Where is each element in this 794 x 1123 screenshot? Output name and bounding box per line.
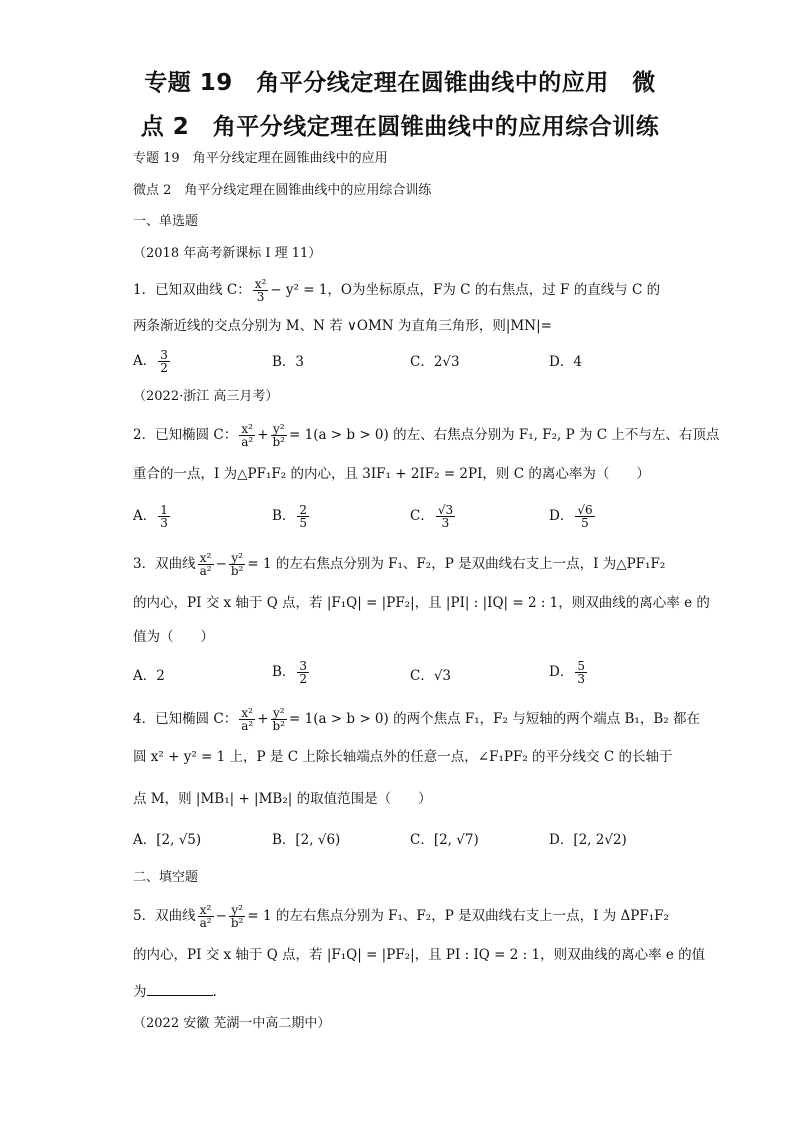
question-4-line-3: 点 M，则 |MB₁| + |MB₂| 的取值范围是（ ）	[133, 791, 432, 807]
subtitle-point: 微点 2 角平分线定理在圆锥曲线中的应用综合训练	[133, 183, 432, 198]
question-2-option-d: D． $\frac{√6}{5}$	[549, 503, 593, 530]
question-2-option-c: C． $\frac{√3}{3}$	[410, 503, 454, 530]
subtitle-topic: 专题 19 角平分线定理在圆锥曲线中的应用	[133, 151, 388, 166]
question-3-line-3: 值为（ ）	[133, 629, 214, 645]
question-3-line-2: 的内心，PI 交 x 轴于 Q 点，若 |F₁Q| = |PF₂|，且 |PI| : |IQ| = 2 : 1，则双曲线的离心率 e 的	[133, 595, 710, 611]
question-1-line-1: 1．已知双曲线 C： $\frac{\text{x²}}{3}$ − y² = 1，O为坐标原点，F为 C 的右焦点，过 F 的直线与 C 的	[133, 277, 661, 304]
question-2-option-a: A． $\frac{1}{3}$	[133, 503, 168, 530]
question-2-line-1: 2．已知椭圆 C： $\frac{\text{x²}}{\text{a²}}$ + $\frac{\text{y²}}{\text{b²}}$ = 1(a > b > 0) 的左、右焦点分别为 F₁, F₂, P 为 C 上不与左、右顶点	[133, 422, 720, 449]
question-2-option-b: B． $\frac{2}{5}$	[272, 503, 308, 530]
question-4-line-2: 圆 x² + y² = 1 上，P 是 C 上除长轴端点外的任意一点，∠F₁PF₂ 的平分线交 C 的长轴于	[133, 749, 673, 765]
section-heading-single-choice: 一、单选题	[133, 214, 199, 229]
answer-blank[interactable]	[147, 983, 213, 996]
fraction: $\frac{\text{x²}}{3}$	[254, 277, 267, 304]
question-4-option-a: A．[2, √5)	[133, 832, 202, 848]
question-1-option-d: D．4	[549, 354, 582, 370]
question-3-line-1: 3．双曲线 $\frac{\text{x²}}{\text{a²}}$ − $\frac{\text{y²}}{\text{b²}}$ = 1 的左右焦点分别为 F₁、F₂，P 是双曲线右支上一点，I 为△PF₁F₂	[133, 551, 666, 578]
question-1-option-a: A． $\frac{3}{2}$	[133, 348, 168, 375]
question-4-option-c: C．[2, √7)	[410, 832, 479, 848]
question-4-line-1: 4．已知椭圆 C： $\frac{\text{x²}}{\text{a²}}$ + $\frac{\text{y²}}{\text{b²}}$ = 1(a > b > 0) 的两个焦点 F₁，F₂ 与短轴的两个端点 B₁，B₂ 都在	[133, 706, 700, 733]
question-3-option-a: A．2	[133, 668, 165, 684]
question-4-option-b: B．[2, √6)	[272, 832, 341, 848]
section-heading-fill-blank: 二、填空题	[133, 870, 199, 885]
page-title-line-1: 专题 19 角平分线定理在圆锥曲线中的应用 微	[144, 70, 656, 96]
question-5-line-1: 5．双曲线 $\frac{\text{x²}}{\text{a²}}$ − $\frac{\text{y²}}{\text{b²}}$ = 1 的左右焦点分别为 F₁、F₂，P 是双曲线右支上一点，I 为 ΔPF₁F₂	[133, 903, 669, 930]
question-3-option-c: C．√3	[410, 668, 452, 684]
source-note-2: （2022·浙江 高三月考）	[133, 389, 279, 404]
question-5-line-2: 的内心，PI 交 x 轴于 Q 点，若 |F₁Q| = |PF₂|，且 PI : IQ = 2 : 1，则双曲线的离心率 e 的值	[133, 947, 706, 963]
question-1-line-2: 两条渐近线的交点分别为 M、N 若 ∨OMN 为直角三角形，则|MN|=	[133, 318, 552, 334]
source-note-1: （2018 年高考新课标 I 理 11）	[133, 246, 322, 261]
page-title-line-2: 点 2 角平分线定理在圆锥曲线中的应用综合训练	[140, 114, 660, 140]
question-2-line-2: 重合的一点，I 为△PF₁F₂ 的内心，且 3IF₁ + 2IF₂ = 2PI，则 C 的离心率为（ ）	[133, 466, 650, 482]
question-5-line-3: 为 .	[133, 984, 217, 1000]
question-1-option-c: C．2√3	[410, 354, 460, 370]
question-1-option-b: B．3	[272, 354, 305, 370]
question-3-option-b: B． $\frac{3}{2}$	[272, 659, 308, 686]
question-4-option-d: D．[2, 2√2)	[549, 832, 627, 848]
source-note-3: （2022 安徽 芜湖一中高二期中）	[133, 1016, 331, 1031]
question-3-option-d: D． $\frac{5}{3}$	[549, 659, 585, 686]
